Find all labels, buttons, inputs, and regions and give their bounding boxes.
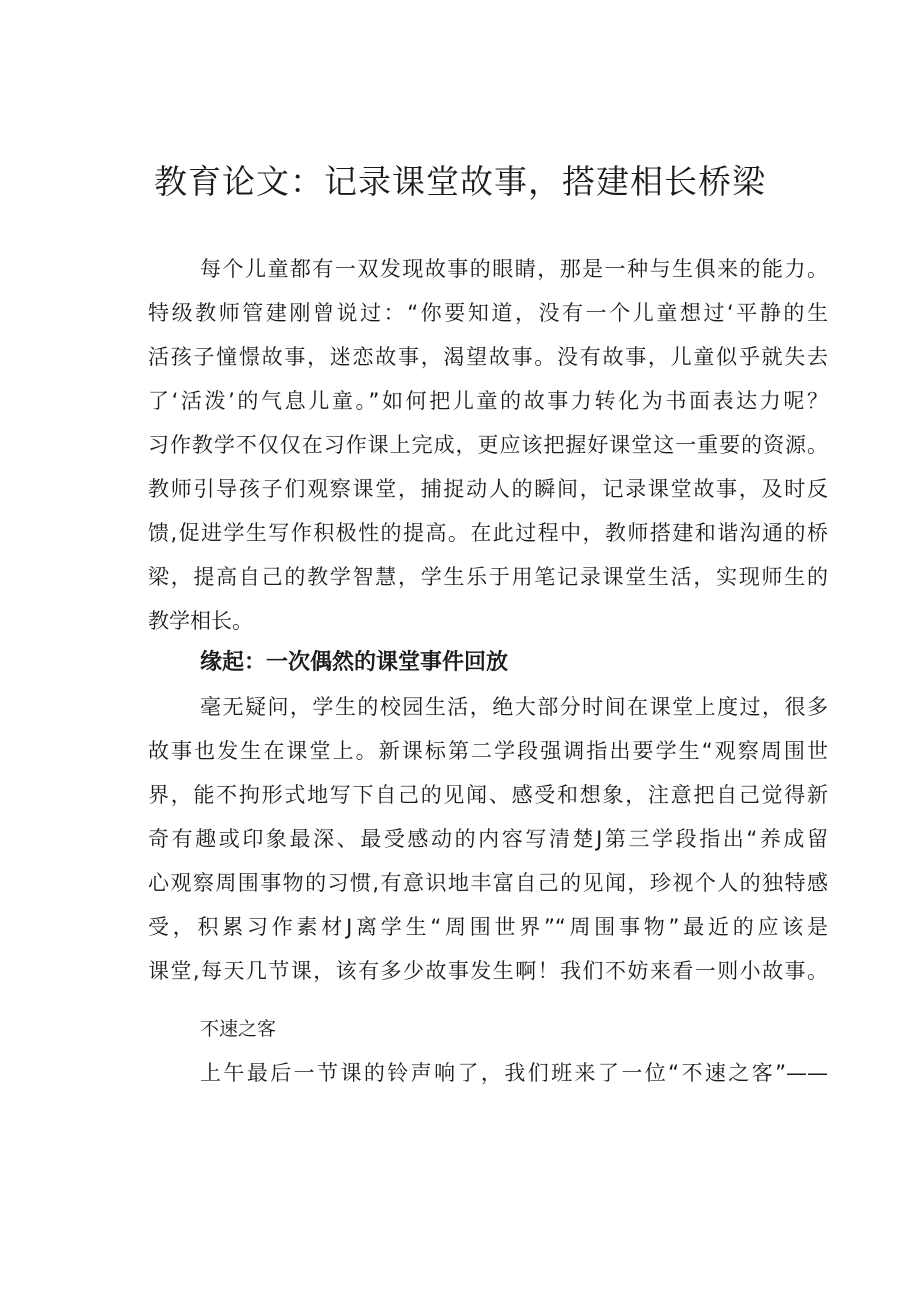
document-title: 教育论文：记录课堂故事，搭建相长桥梁 xyxy=(154,162,766,201)
paragraph-2-line-4: 奇有趣或印象最深、最受感动的内容写清楚J第三学段指出“养成留 xyxy=(148,827,828,851)
paragraph-1-line-1: 每个儿童都有一双发现故事的眼睛，那是一种与生俱来的能力。 xyxy=(200,257,828,281)
paragraph-3-line-1: 上午最后一节课的铃声响了，我们班来了一位“不速之客”—— xyxy=(200,1061,828,1085)
section-heading: 缘起：一次偶然的课堂事件回放 xyxy=(200,650,509,675)
paragraph-2-line-1: 毫无疑问，学生的校园生活，绝大部分时间在课堂上度过，很多 xyxy=(200,695,828,719)
paragraph-2-line-3: 界，能不拘形式地写下自己的见闻、感受和想象，注意把自己觉得新 xyxy=(148,783,828,807)
paragraph-1-line-5: 习作教学不仅仅在习作课上完成，更应该把握好课堂这一重要的资源。 xyxy=(148,433,828,457)
paragraph-1-line-2: 特级教师管建刚曾说过：“你要知道，没有一个儿童想过‘平静的生 xyxy=(148,301,828,325)
paragraph-2-line-2: 故事也发生在课堂上。新课标第二学段强调指出要学生“观察周围世 xyxy=(148,739,828,763)
paragraph-1-line-7: 馈,促进学生写作积极性的提高。在此过程中，教师搭建和谐沟通的桥 xyxy=(148,521,828,545)
paragraph-1-line-4: 了‘活泼’的气息儿童。”如何把儿童的故事力转化为书面表达力呢？ xyxy=(148,389,828,413)
story-title: 不速之客 xyxy=(200,1018,277,1040)
paragraph-1-line-8: 梁，提高自己的教学智慧，学生乐于用笔记录课堂生活，实现师生的 xyxy=(148,565,828,589)
paragraph-1-line-6: 教师引导孩子们观察课堂，捕捉动人的瞬间，记录课堂故事，及时反 xyxy=(148,477,828,501)
paragraph-2-line-5: 心观察周围事物的习惯,有意识地丰富自己的见闻，珍视个人的独特感 xyxy=(148,871,828,895)
paragraph-2-line-7: 课堂,每天几节课，该有多少故事发生啊！我们不妨来看一则小故事。 xyxy=(148,959,828,983)
paragraph-1-line-3: 活孩子憧憬故事，迷恋故事，渴望故事。没有故事，儿童似乎就失去 xyxy=(148,345,828,369)
paragraph-2-line-6: 受，积累习作素材J离学生“周围世界”“周围事物”最近的应该是 xyxy=(148,915,828,939)
paragraph-1-line-9: 教学相长。 xyxy=(148,609,253,633)
